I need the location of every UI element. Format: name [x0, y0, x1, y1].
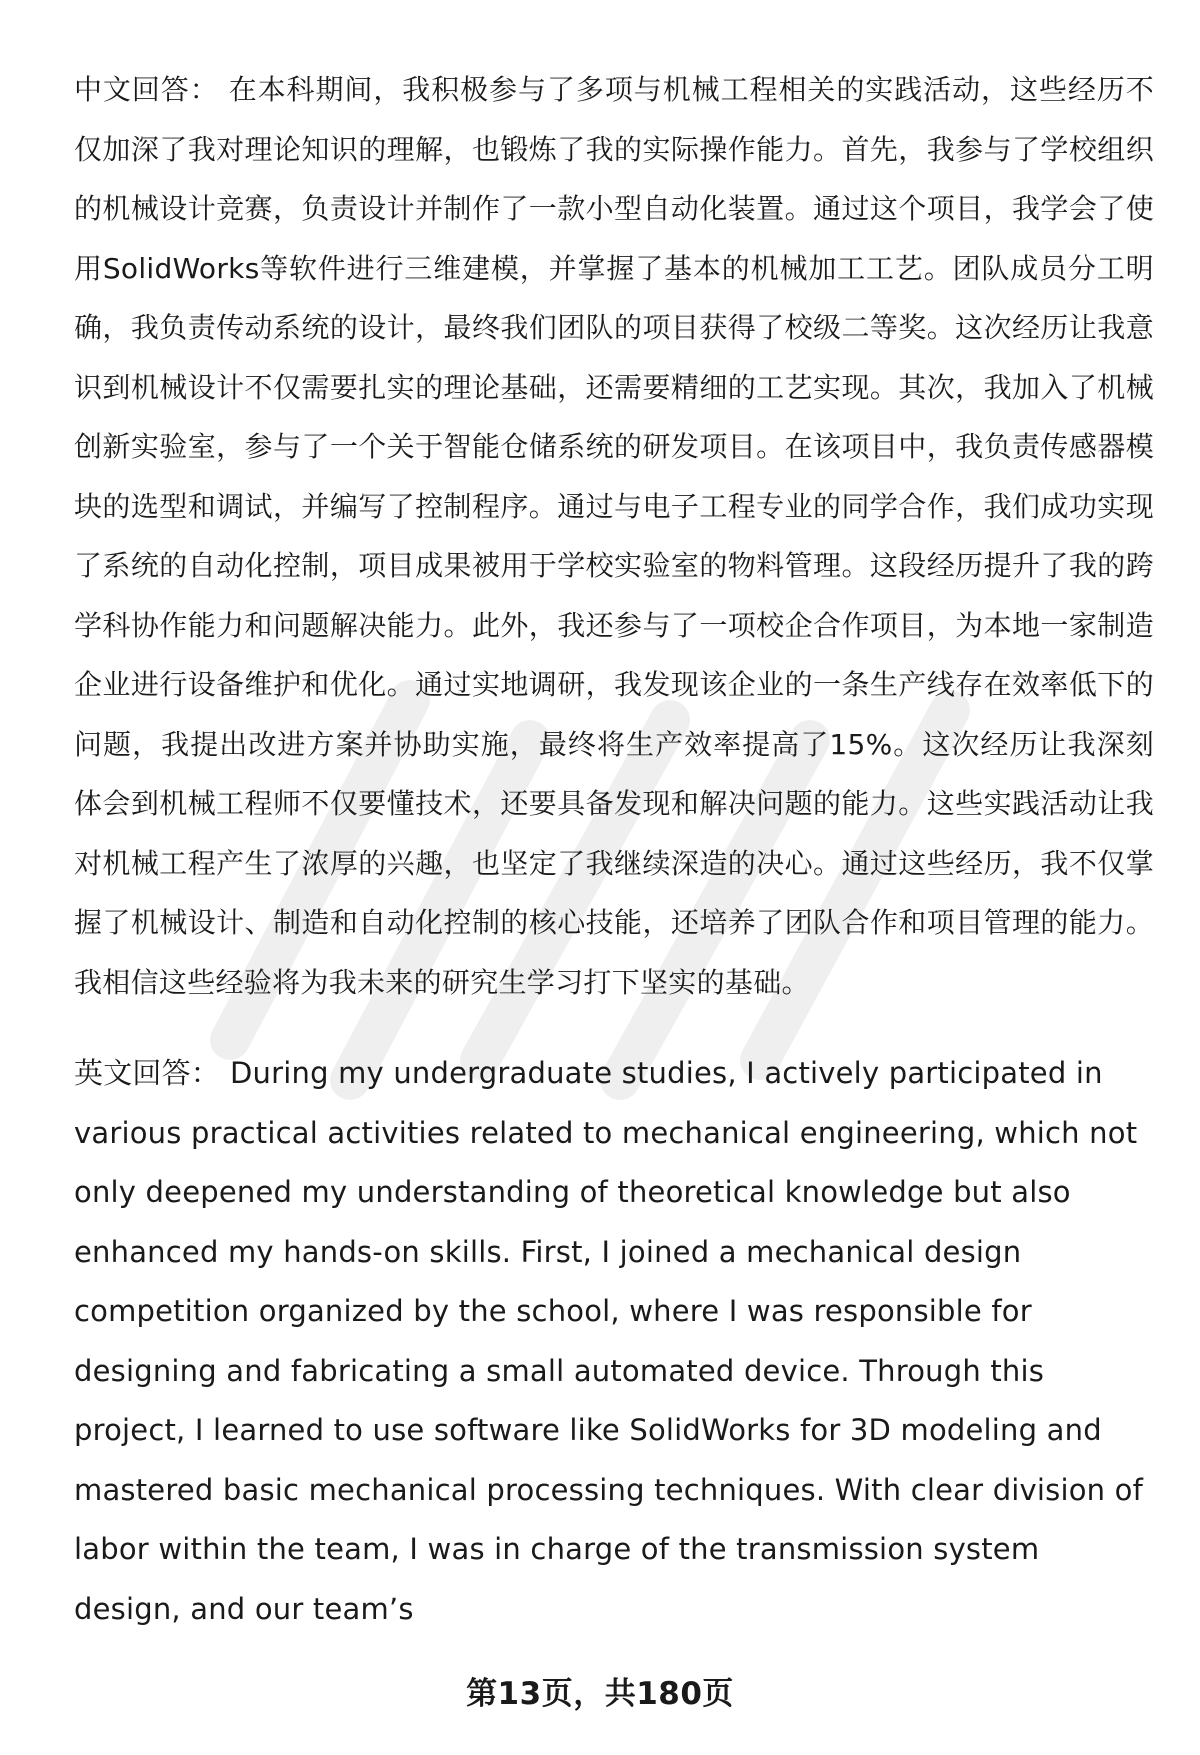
page-number: 第13页，共180页	[466, 1676, 734, 1712]
english-answer-text: During my undergraduate studies, I actively participated in various practical activities related to mechanical engineering, which not only deepened my understanding of theoretical knowledge but also enhanced my hands-on skills. First, I joined a mechanical design competition organized by the school, where I was responsible for designing and fabricating a small automated device. Through this project, I learned to use software like SolidWorks for 3D modeling and mastered basic mechanical processing techniques. With clear division of labor within the team, I was in charge of the transmission system design, and our team’s	[74, 1056, 1144, 1626]
chinese-answer	[74, 60, 1154, 1012]
english-answer	[74, 1044, 1154, 1639]
chinese-answer-label: 中文回答：	[74, 73, 219, 106]
english-answer-label: 英文回答：	[74, 1056, 221, 1090]
chinese-answer-text: 在本科期间，我积极参与了多项与机械工程相关的实践活动，这些经历不仅加深了我对理论知识的理解，也锻炼了我的实际操作能力。首先，我参与了学校组织的机械设计竞赛，负责设计并制作了一款小型自动化装置。通过这个项目，我学会了使用SolidWorks等软件进行三维建模，并掌握了基本的机械加工工艺。团队成员分工明确，我负责传动系统的设计，最终我们团队的项目获得了校级二等奖。这次经历让我意识到机械设计不仅需要扎实的理论基础，还需要精细的工艺实现。其次，我加入了机械创新实验室，参与了一个关于智能仓储系统的研发项目。在该项目中，我负责传感器模块的选型和调试，并编写了控制程序。通过与电子工程专业的同学合作，我们成功实现了系统的自动化控制，项目成果被用于学校实验室的物料管理。这段经历提升了我的跨学科协作能力和问题解决能力。此外，我还参与了一项校企合作项目，为本地一家制造企业进行设备维护和优化。通过实地调研，我发现该企业的一条生产线存在效率低下的问题，我提出改进方案并协助实施，最终将生产效率提高了15%。这次经历让我深刻体会到机械工程师不仅要懂技术，还要具备发现和解决问题的能力。这些实践活动让我对机械工程产生了浓厚的兴趣，也坚定了我继续深造的决心。通过这些经历，我不仅掌握了机械设计、制造和自动化控制的核心技能，还培养了团队合作和项目管理的能力。我相信这些经验将为我未来的研究生学习打下坚实的基础。	[74, 73, 1154, 999]
answer-content	[74, 60, 1154, 1639]
